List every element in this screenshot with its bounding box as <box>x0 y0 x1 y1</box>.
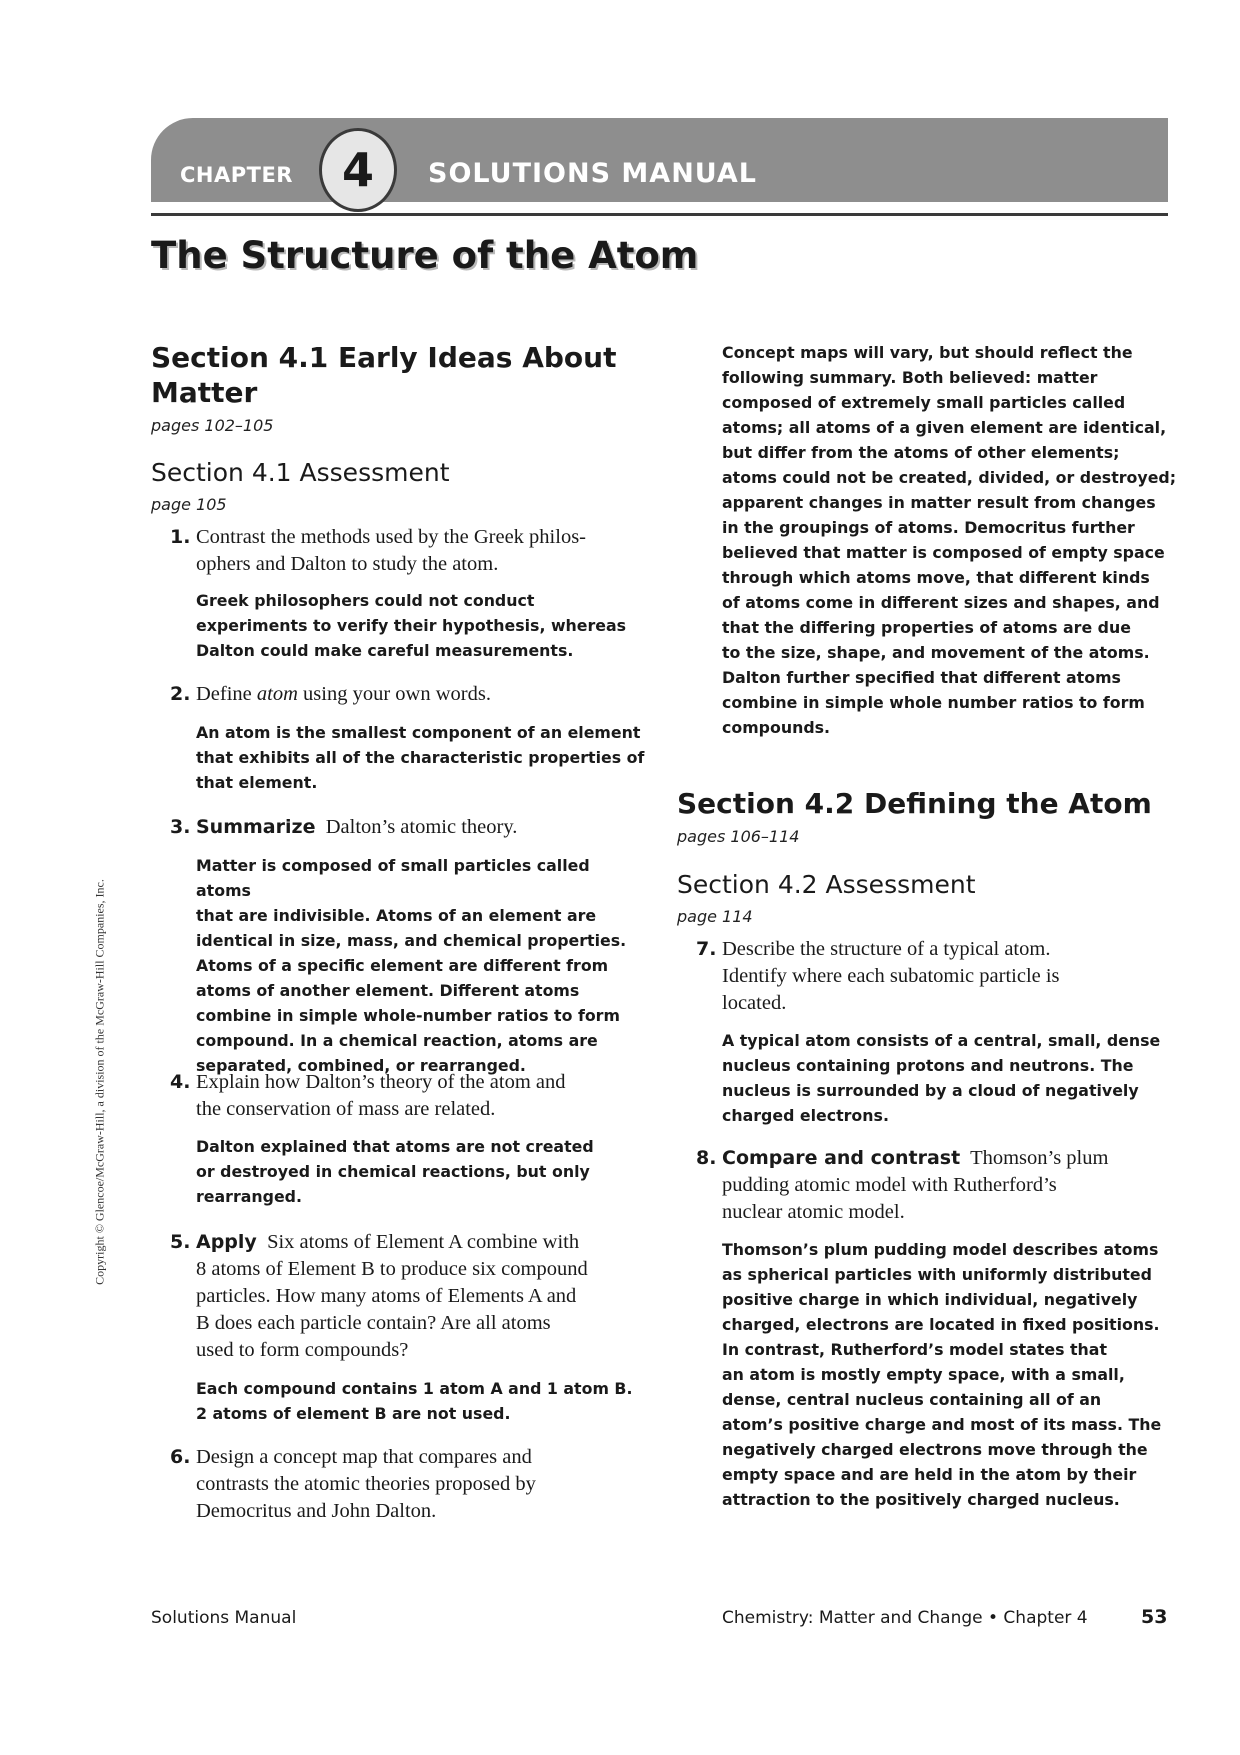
section-42-assessment-heading: Section 4.2 Assessment <box>677 870 976 899</box>
question-5: 5. Apply Six atoms of Element A combine with 8 atoms of Element B to produce six compound particles. How many atoms of Elements A and B does each particle contain? Are all atoms used to form compounds? <box>170 1231 588 1361</box>
question-6: 6. Design a concept map that compares and contrasts the atomic theories proposed by Democritus and John Dalton. <box>170 1446 536 1522</box>
question-2: 2. Define atom using your own words. <box>196 681 646 708</box>
answer-5: Each compound contains 1 atom A and 1 atom B. 2 atoms of element B are not used. <box>196 1379 633 1423</box>
section-41-assessment-page: page 105 <box>151 495 227 514</box>
question-number: 4. <box>170 1071 191 1093</box>
banner-title: SOLUTIONS MANUAL <box>428 158 757 189</box>
section-41-heading <box>151 340 616 410</box>
section-42-heading: Section 4.2 Defining the Atom <box>677 787 1152 820</box>
question-number: 1. <box>170 526 191 548</box>
copyright-text: Copyright © Glencoe/McGraw-Hill, a division of the McGraw-Hill Companies, Inc. <box>92 879 107 1285</box>
question-number: 2. <box>170 683 191 705</box>
emphasis-term: atom <box>256 683 298 705</box>
page-title: The Structure of the Atom <box>151 234 699 277</box>
section-41-pages: pages 102–105 <box>151 416 274 435</box>
section-41-heading-line2: Matter <box>151 376 258 409</box>
question-1: 1. Contrast the methods used by the Greek philos- ophers and Dalton to study the atom. <box>170 526 587 575</box>
answer-3: Matter is composed of small particles called atoms that are indivisible. Atoms of an element are identical in size, mass, and chemical properties. Atoms of a specific element are different from atoms of another element. Different atoms combine in simple whole-number ratios to form compound. In a chemical reaction, atoms are separated, combined, or rearranged. <box>196 856 627 1075</box>
section-42-pages: pages 106–114 <box>677 827 800 846</box>
chapter-label: CHAPTER <box>180 163 293 187</box>
banner-rule <box>151 213 1168 216</box>
footer-left: Solutions Manual <box>151 1608 297 1628</box>
page-number: 53 <box>1141 1606 1168 1628</box>
question-number: 7. <box>696 938 717 960</box>
section-42-assessment-page: page 114 <box>677 907 753 926</box>
answer-6: Concept maps will vary, but should reflect the following summary. Both believed: matter composed of extremely small particles called atoms; all atoms of a given element are identical, but differ from the atoms of other elements; atoms could not be created, divided, or destroyed; apparent changes in matter result from changes in the groupings of atoms. Democritus further believed that matter is composed of empty space through which atoms move, that different kinds of atoms come in different sizes and shapes, and that the differing properties of atoms are due to the size, shape, and movement of the atoms. Dalton further specified that different atoms combine in simple whole number ratios to form compounds. <box>722 343 1177 737</box>
question-number: 6. <box>170 1446 191 1468</box>
question-8: 8. Compare and contrast Thomson’s plum pudding atomic model with Rutherford’s nuclear atomic model. <box>696 1147 1109 1223</box>
question-verb: Summarize <box>196 816 316 838</box>
question-verb: Apply <box>196 1231 257 1253</box>
question-4: 4. Explain how Dalton’s theory of the atom and the conservation of mass are related. <box>170 1071 566 1120</box>
question-7: 7. Describe the structure of a typical atom. Identify where each subatomic particle is located. <box>696 938 1060 1014</box>
section-41-assessment-heading: Section 4.1 Assessment <box>151 458 450 487</box>
answer-4: Dalton explained that atoms are not created or destroyed in chemical reactions, but only rearranged. <box>196 1137 594 1206</box>
question-verb: Compare and contrast <box>722 1147 961 1169</box>
answer-8: Thomson’s plum pudding model describes atoms as spherical particles with uniformly distributed positive charge in which individual, negatively charged, electrons are located in fixed positions. In contrast, Rutherford’s model states that an atom is mostly empty space, with a small, dense, central nucleus containing all of an atom’s positive charge and most of its mass. The negatively charged electrons move through the empty space and are held in the atom by their attraction to the positively charged nucleus. <box>722 1240 1162 1509</box>
question-number: 3. <box>170 816 191 838</box>
section-41-heading-line1: Section 4.1 Early Ideas About <box>151 341 617 374</box>
footer-right: Chemistry: Matter and Change • Chapter 4 <box>722 1608 1088 1628</box>
question-3: 3. Summarize Dalton’s atomic theory. <box>196 814 646 841</box>
chapter-number-badge: 4 <box>319 128 397 212</box>
answer-2: An atom is the smallest component of an element that exhibits all of the characteristic properties of that element. <box>196 723 645 792</box>
answer-1: Greek philosophers could not conduct experiments to verify their hypothesis, whereas Dalton could make careful measurements. <box>196 591 627 660</box>
question-number: 5. <box>170 1231 191 1253</box>
answer-7: A typical atom consists of a central, small, dense nucleus containing protons and neutrons. The nucleus is surrounded by a cloud of negatively charged electrons. <box>722 1031 1161 1125</box>
question-number: 8. <box>696 1147 717 1169</box>
